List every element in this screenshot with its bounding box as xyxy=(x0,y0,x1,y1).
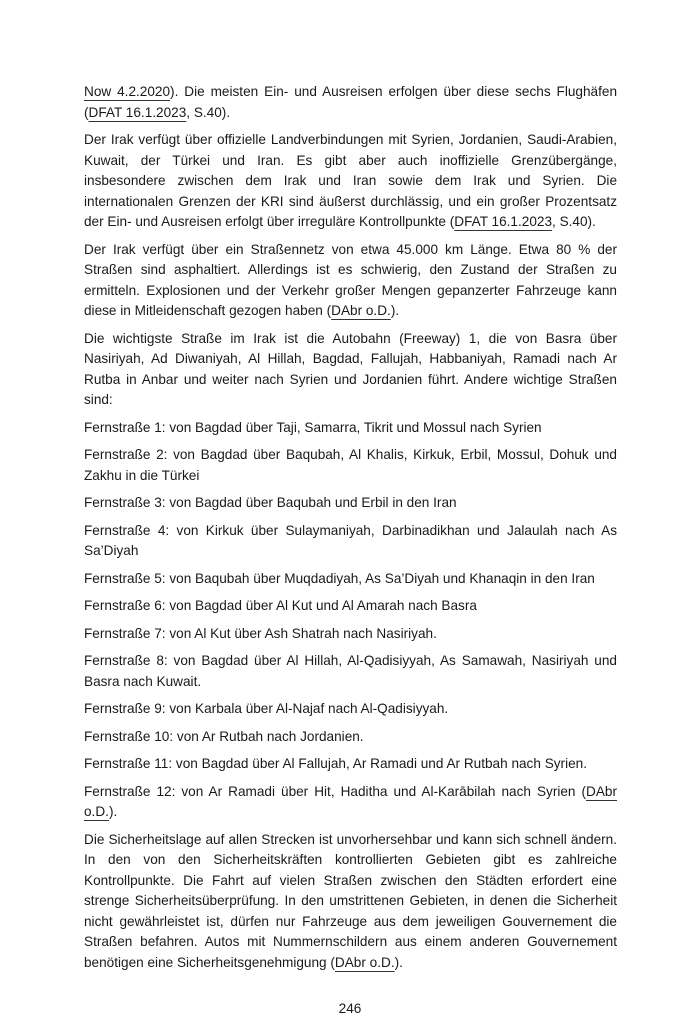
paragraph xyxy=(84,493,617,514)
citation-link[interactable]: Now 4.2.2020 xyxy=(84,84,171,99)
document-body xyxy=(84,82,617,973)
paragraph xyxy=(84,754,617,775)
paragraph-text: Die Sicherheitslage auf allen Strecken ist unvorhersehbar und kann sich schnell ändern. In den von den Sicherheitskräften kontrollierten Gebieten gibt es zahlreiche Kontrollpunkte. Die Fahrt auf vielen Straßen zwischen den Städten erfordert eine strenge Sicherheitsüberprüfung. In den umstrittenen Gebieten, in denen die Sicherheit nicht gewährleistet ist, dürfen nur Fahrzeuge aus dem jeweiligen Gouvernement die Straßen befahren. Autos mit Nummernschildern aus einem anderen Gouvernement benötigen eine Sicherheitsgenehmigung ( xyxy=(84,831,617,970)
paragraph xyxy=(84,329,617,411)
paragraph xyxy=(84,830,617,974)
paragraph-text: Die wichtigste Straße im Irak ist die Autobahn (Freeway) 1, die von Basra über Nasiriyah, Ad Diwaniyah, Al Hillah, Bagdad, Fallujah, Habbaniyah, Ramadi nach Ar Rutba in Anbar und weiter nach Syrien und Jordanien führt. Andere wichtige Straßen sind: xyxy=(84,330,617,407)
paragraph xyxy=(84,727,617,748)
citation-link[interactable]: DFAT 16.1.2023 xyxy=(88,104,187,120)
paragraph xyxy=(84,569,617,590)
paragraph xyxy=(84,651,617,692)
paragraph xyxy=(84,130,617,233)
paragraph-text: Fernstraße 7: von Al Kut über Ash Shatrah nach Nasiriyah. xyxy=(84,625,437,641)
paragraph-text: Fernstraße 12: von Ar Ramadi über Hit, Haditha und Al-Karābilah nach Syrien ( xyxy=(84,783,587,799)
paragraph-text: Fernstraße 9: von Karbala über Al-Najaf nach Al-Qadisiyyah. xyxy=(84,701,449,716)
page-number: 246 xyxy=(338,1001,362,1016)
citation-link[interactable]: DFAT 16.1.2023 xyxy=(454,214,553,229)
paragraph-text: , S.40). xyxy=(552,214,596,229)
paragraph-text: ). Die meisten Ein- und Ausreisen erfolgen über diese sechs Flughäfen ( xyxy=(84,84,618,120)
paragraph-text: Fernstraße 3: von Bagdad über Baqubah und Erbil in den Iran xyxy=(84,495,457,510)
citation-link[interactable]: DAbr o.D. xyxy=(331,303,391,318)
paragraph-text: ). xyxy=(390,303,400,318)
citation-link[interactable]: DAbr o.D. xyxy=(84,783,617,819)
paragraph-text: Fernstraße 4: von Kirkuk über Sulaymaniyah, Darbinadikhan und Jalaulah nach As Sa’Diyah xyxy=(84,522,617,558)
paragraph xyxy=(84,699,617,720)
paragraph xyxy=(84,596,617,617)
citation-link[interactable]: DAbr o.D. xyxy=(334,954,395,970)
paragraph-text: Fernstraße 5: von Baqubah über Muqdadiyah, As Sa’Diyah und Khanaqin in den Iran xyxy=(84,570,595,586)
paragraph-text: Fernstraße 8: von Bagdad über Al Hillah, Al-Qadisiyyah, As Samawah, Nasiriyah und Basra nach Kuwait. xyxy=(84,653,617,689)
paragraph-text: Fernstraße 1: von Bagdad über Taji, Samarra, Tikrit und Mossul nach Syrien xyxy=(84,419,542,435)
paragraph xyxy=(84,782,617,823)
paragraph-text: Der Irak verfügt über offizielle Landverbindungen mit Syrien, Jordanien, Saudi-Arabien, Kuwait, der Türkei und Iran. Es gibt aber auch inoffizielle Grenzübergänge, insbesondere zwischen dem Irak und Iran sowie dem Irak und Syrien. Die internationalen Grenzen der KRI sind äußerst durchlässig, und ein großer Prozentsatz der Ein- und Ausreisen erfolgt über irreguläre Kontrollpunkte ( xyxy=(84,132,617,229)
paragraph-text: ). xyxy=(108,804,118,819)
paragraph-text: ). xyxy=(394,954,403,970)
paragraph-text: Fernstraße 11: von Bagdad über Al Fallujah, Ar Ramadi und Ar Rutbah nach Syrien. xyxy=(84,756,588,771)
paragraph xyxy=(84,418,617,439)
paragraph xyxy=(84,521,617,562)
paragraph-text: Fernstraße 2: von Bagdad über Baqubah, Al Khalis, Kirkuk, Erbil, Mossul, Dohuk und Zakhu in die Türkei xyxy=(84,447,617,483)
paragraph-text: Fernstraße 10: von Ar Rutbah nach Jordanien. xyxy=(84,728,364,744)
paragraph xyxy=(84,82,617,123)
paragraph xyxy=(84,445,617,486)
paragraph-text: Fernstraße 6: von Bagdad über Al Kut und Al Amarah nach Basra xyxy=(84,598,477,613)
paragraph xyxy=(84,624,617,645)
paragraph xyxy=(84,240,617,322)
paragraph-text: , S.40). xyxy=(186,104,231,120)
paragraph-text: Der Irak verfügt über ein Straßennetz von etwa 45.000 km Länge. Etwa 80 % der Straßen sind asphaltiert. Allerdings ist es schwierig, den Zustand der Straßen zu ermitteln. Explosionen und der Verkehr großer Mengen gepanzerter Fahrzeuge kann diese in Mitleidenschaft gezogen haben ( xyxy=(84,241,617,318)
